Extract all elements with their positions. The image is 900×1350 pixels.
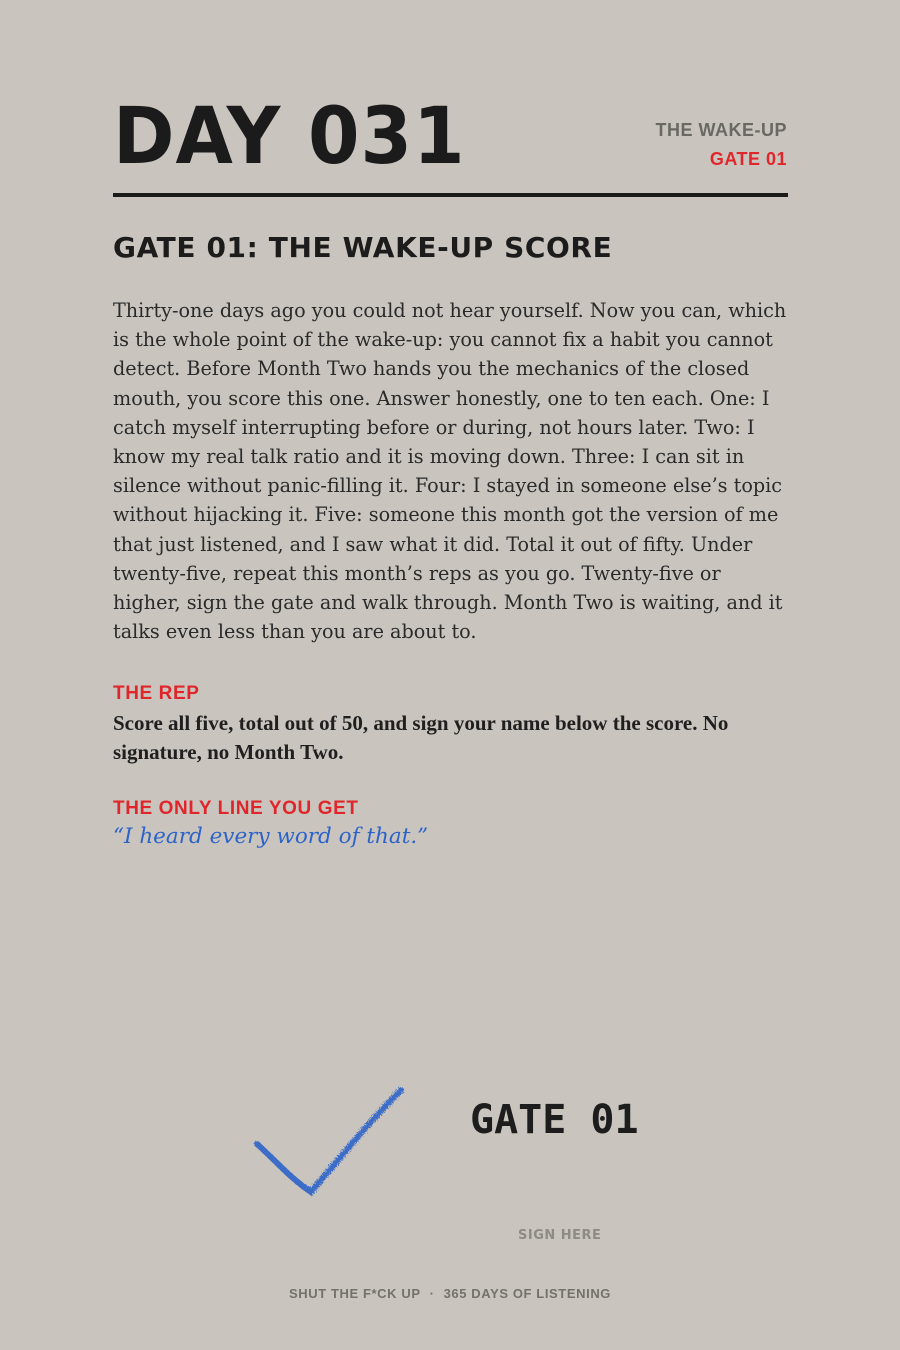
footer [0,1286,900,1301]
signature-line[interactable] [445,1200,675,1214]
section-body: Thirty-one days ago you could not hear yourself. Now you can, which is the whole point of the wake-up: you cannot fix a habit you cannot detect. Before Month Two hands you the mechanics of the closed mouth, you score this one. Answer honestly, one to ten each. One: I catch myself interrupting before or during, not hours later. Two: I know my real talk ratio and it is moving down. Three: I can sit in silence without panic-filling it. Four: I stayed in someone else’s topic without hijacking it. Five: someone this month got the version of me that just listened, and I saw what it did. Total it out of fifty. Under twenty-five, repeat this month’s reps as you go. Twenty-five or higher, sign the gate and walk through. Month Two is waiting, and it talks even less than you are about to. [113,299,787,644]
gate-label: GATE 01 [709,149,787,169]
header-divider [113,193,788,197]
rep-text: Score all five, total out of 50, and sign your name below the score. No signature, no Month Two. [113,711,729,764]
footer-brand: SHUT THE F*CK UP [288,1286,421,1301]
section-title: GATE 01: THE WAKE-UP SCORE [113,231,613,264]
only-line-quote: “I heard every word of that.” [113,824,429,849]
gate-stamp: GATE 01 [470,1097,639,1143]
sign-here-label: SIGN HERE [518,1228,602,1243]
footer-tagline: 365 DAYS OF LISTENING [443,1286,612,1301]
day-title: DAY 031 [113,92,466,182]
header-meta [656,116,788,174]
series-label: THE WAKE-UP [655,120,787,140]
footer-separator: · [429,1286,435,1301]
only-line-label: THE ONLY LINE YOU GET [113,798,359,819]
rep-label: THE REP [113,683,200,704]
check-mark-icon [245,1080,415,1220]
